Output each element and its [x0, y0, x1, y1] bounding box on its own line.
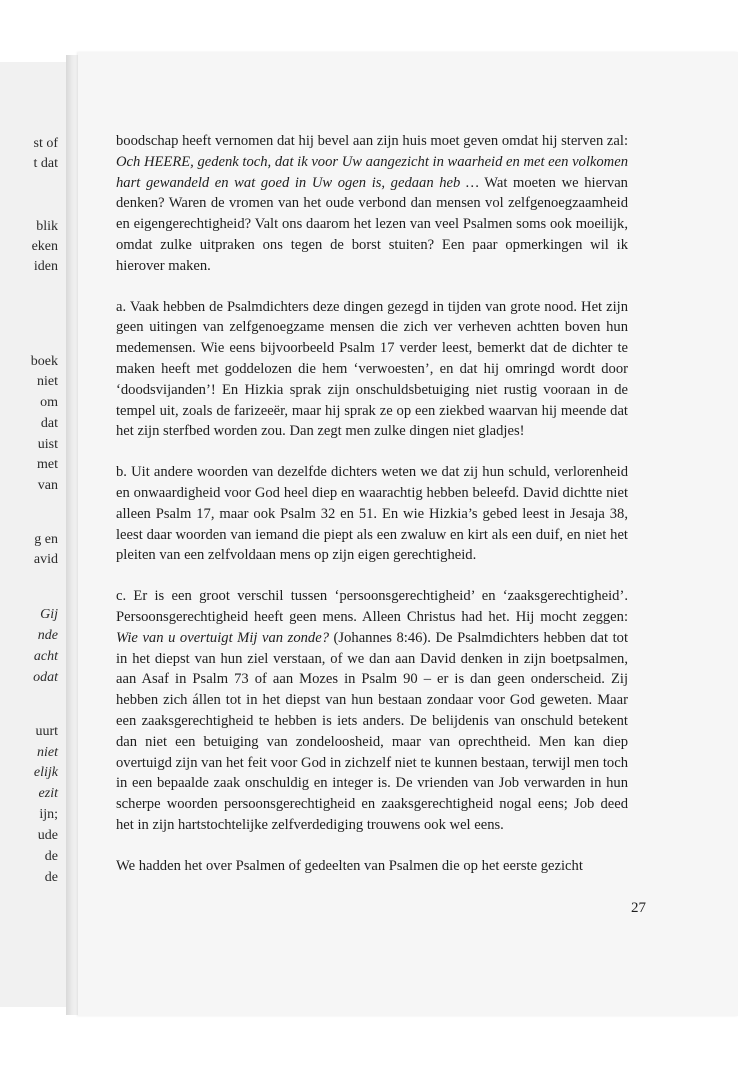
left-page-fragment: niet: [37, 745, 58, 760]
left-page-fragment: niet: [37, 374, 58, 389]
left-page-fragment: avid: [33, 552, 58, 567]
left-page-fragment: dat: [40, 416, 58, 431]
left-page-fragment: uurt: [35, 724, 58, 739]
paragraph-1: boodschap heeft vernomen dat hij bevel aan zijn huis moet geven omdat hij sterven zal: Och HEERE, gedenk toch, dat ik voor Uw aangezicht in waarheid en met een volkomen hart gewandeld en wat goed in Uw ogen is, gedaan heb … Wat moeten we hiervan denken? Waren de vromen van het oude verbond dan mensen vol zelfgenoegzaamheid en eigengerechtigheid? Valt ons daarom het lezen van veel Psalmen soms ook moeilijk, omdat zulke uitpraken ons tegen de borst stuiten? Een paar opmerkingen wil ik hierover maken.: [116, 133, 628, 274]
right-page: [78, 52, 738, 1016]
left-page-fragment: nde: [37, 628, 58, 643]
left-page-fragment: om: [40, 395, 58, 410]
left-page-fragment: de: [44, 870, 58, 885]
left-page-fragment: blik: [36, 219, 58, 234]
left-page-fragment: elijk: [33, 765, 58, 780]
left-page-fragment: boek: [30, 354, 58, 369]
left-page-fragment: st of: [33, 136, 58, 151]
left-page-fragment: acht: [33, 649, 58, 664]
left-page-fragment: odat: [33, 670, 58, 685]
paragraph-2: a. Vaak hebben de Psalmdichters deze dingen gezegd in tijden van grote nood. Het zijn geen uitingen van zelfgenoegzame mensen die zich ver verheven achtten boven hun medemensen. Wie eens bijvoorbeeld Psalm 17 verder leest, bemerkt dat de dichter te maken heeft met goddelozen die hem ‘verwoesten’, en dat hij omringd wordt door ‘doodsvijanden’! En Hizkia sprak zijn onschuldsbetuiging niet rustig vooraan in de tempel uit, zoals de farizeeër, maar hij sprak ze op een ziekbed waarvan hij meende dat het zijn sterfbed worden zou. Dan zegt men zulke dingen niet gladjes!: [116, 298, 628, 440]
left-page-fragment: van: [37, 478, 58, 493]
paragraph-4: c. Er is een groot verschil tussen ‘persoonsgerechtigheid’ en ‘zaaksgerechtigheid’. Persoonsgerechtigheid heeft geen mens. Alleen Christus had het. Hij mocht zeggen: Wie van u overtuigt Mij van zonde? (Johannes 8:46). De Psalmdichters hebben dat tot in het diepst van hun ziel verstaan, of we dan aan David denken in zijn boetpsalmen, aan Asaf in Psalm 73 of aan Mozes in Psalm 90 – er is dan geen onderscheid. Zij hebben zich állen tot in het diepst van hun bestaan zondaar voor God geweten. Maar een zaaksgerechtigheid te hebben is iets anders. De belijdenis van onschuld betekent dan niet een betuiging van zondeloosheid, maar van oprechtheid. Men kan diep overtuigd zijn van het feit voor God in zichzelf niet te kunnen bestaan, terwijl men toch in een bepaalde zaak onschuldig en integer is. De vrienden van Job verwarden in hun scherpe woorden persoonsgerechtigheid en zaaksgerechtigheid nogal eens; Job deed het in zijn hartstochtelijke zelfverdediging trouwens ook wel eens.: [116, 588, 629, 833]
left-page-fragment: g en: [34, 532, 58, 547]
left-page: [0, 62, 68, 1007]
left-page-fragment: iden: [33, 259, 58, 274]
left-page-fragment: Gij: [40, 607, 58, 622]
left-page-fragment: ude: [37, 828, 58, 843]
page-number: 27: [631, 900, 646, 916]
left-page-fragment: t dat: [33, 156, 58, 171]
left-page-fragment: ezit: [38, 786, 58, 801]
left-page-fragment: eken: [31, 239, 58, 254]
left-page-fragment: ijn;: [39, 807, 58, 822]
paragraph-3: b. Uit andere woorden van dezelfde dichters weten we dat zij hun schuld, verlorenheid en onwaardigheid voor God heel diep en waarachtig hebben beleefd. David dichtte niet alleen Psalm 17, maar ook Psalm 32 en 51. En wie Hizkia’s gebed leest in Jesaja 38, leest daar woorden van iemand die piept als een zwaluw en kirt als een duif, en niet het pleiten van een zelfvoldaan mens op zijn eigen gerechtigheid.: [116, 464, 628, 564]
left-page-fragment: de: [44, 849, 58, 864]
left-page-fragment: uist: [37, 437, 58, 452]
left-page-fragment: met: [37, 457, 58, 472]
paragraph-5: We hadden het over Psalmen of gedeelten van Psalmen die op het eerste gezicht: [116, 857, 583, 874]
body-text: [116, 131, 628, 897]
